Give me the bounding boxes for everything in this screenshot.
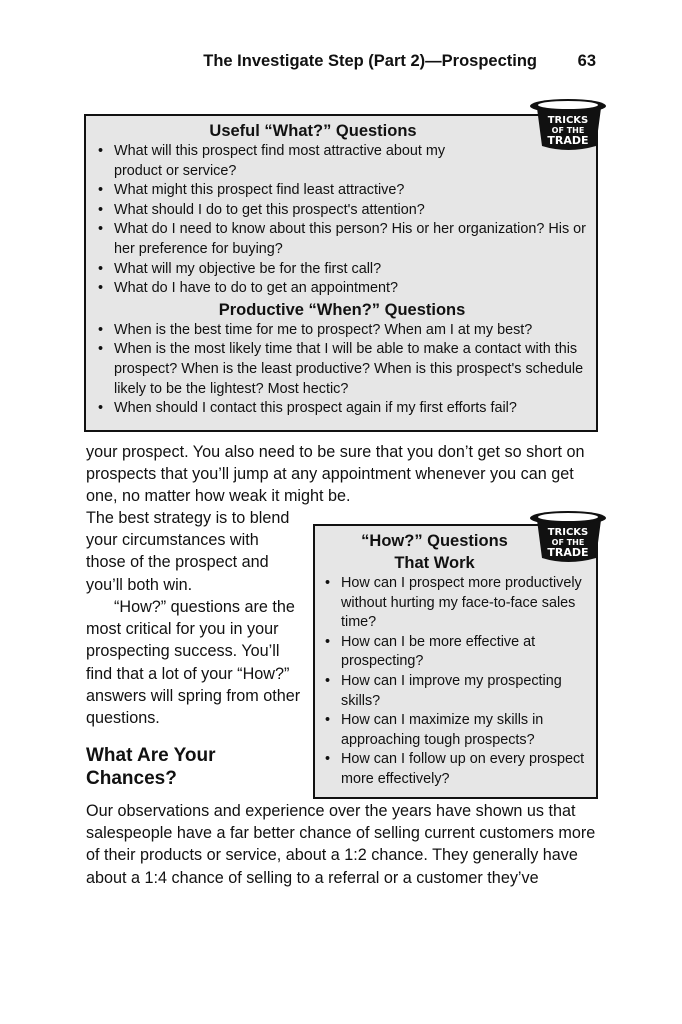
tricks-of-the-trade-icon: [528, 96, 610, 154]
list-item: • When is the best time for me to prospect? When am I at my best?: [98, 321, 586, 341]
when-questions-heading: Productive “When?” Questions: [218, 300, 466, 319]
how-questions-list: [325, 574, 588, 790]
badge-line-1: TRICKS: [547, 115, 589, 126]
list-item: • What might this prospect find least attractive?: [98, 181, 586, 201]
body-paragraph: The best strategy is to blend your circumstances with those of the prospect and you’ll both win.: [86, 509, 290, 594]
tricks-box-what-when: [84, 114, 598, 432]
badge-line-1: TRICKS: [547, 527, 589, 538]
list-item: • How can I prospect more productively without hurting my face-to-face sales time?: [325, 574, 588, 633]
section-heading: What Are Your Chances?: [86, 745, 216, 789]
list-item: • When should I contact this prospect again if my first efforts fail?: [98, 399, 586, 419]
badge-line-2: OF THE: [551, 126, 585, 135]
tricks-of-the-trade-icon: [528, 508, 610, 566]
list-item: • How can I be more effective at prospecting?: [325, 633, 588, 672]
chapter-title: The Investigate Step (Part 2)—Prospecting: [203, 52, 537, 70]
list-item: • What do I have to do to get an appointment?: [98, 279, 586, 299]
list-item: • What should I do to get this prospect's attention?: [98, 201, 586, 221]
when-questions-list: [98, 321, 586, 419]
badge-line-2: OF THE: [551, 538, 585, 547]
list-item: • What do I need to know about this person? His or her organization? His or her preference for buying?: [98, 220, 586, 259]
body-paragraph: [86, 596, 302, 729]
page-number: 63: [577, 52, 596, 70]
list-item: • How can I improve my prospecting skills?: [325, 672, 588, 711]
body-paragraph-text: “How?” questions are the most critical for you in your prospecting success. You’ll find that a lot of your “How?” answers will spring from other questions.: [86, 598, 301, 728]
what-questions-heading: Useful “What?” Questions: [209, 122, 417, 140]
how-heading-line-1: “How?” Questions: [361, 532, 508, 550]
body-paragraph: Our observations and experience over the years have shown us that salespeople have a far better chance of selling current customers more of their products or service, about a 1:2 chance. They generally have about a 1:4 chance of selling to a referral or a customer they’ve: [86, 802, 596, 887]
badge-line-3: TRADE: [547, 134, 589, 147]
body-paragraph: your prospect. You also need to be sure that you don’t get so short on prospects that you’ll jump at any appointment whenever you can get one, no matter how weak it might be.: [86, 443, 585, 506]
list-item: • When is the most likely time that I will be able to make a contact with this prospect? When is the least productive? When is this prospect's schedule likely to be the lightest? Most hectic?: [98, 340, 586, 399]
how-questions-heading: [325, 530, 544, 574]
list-item: • What will my objective be for the first call?: [98, 260, 586, 280]
list-item: • What will this prospect find most attractive about my product or service?: [98, 142, 586, 181]
how-heading-line-2: That Work: [394, 554, 475, 572]
list-item: • How can I maximize my skills in approaching tough prospects?: [325, 711, 588, 750]
list-item: • How can I follow up on every prospect more effectively?: [325, 750, 588, 789]
running-header: [86, 52, 600, 78]
badge-line-3: TRADE: [547, 546, 589, 559]
what-questions-list: [98, 142, 586, 299]
